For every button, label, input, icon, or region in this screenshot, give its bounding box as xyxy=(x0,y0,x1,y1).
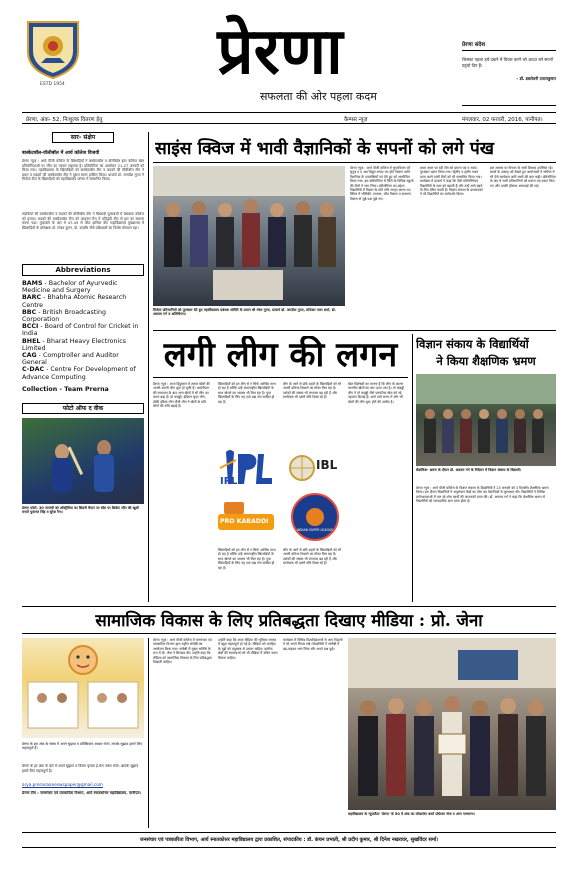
college-logo xyxy=(22,18,84,80)
story4-top-rule xyxy=(22,606,556,607)
isl-logo xyxy=(290,492,340,542)
story1-caption: विजेता प्रतिभागियों को पुरस्कार देते हुए महाविद्यालय प्रबंधक समिति के प्रधान श्री रमेश गुप्ता, प्राचार्य डॉ. जगदीश गुप्ता, प्रोफेसर पवन शर्मा, डॉ. अवतार गर्ग व अतिथिगण। xyxy=(153,308,336,317)
story4-text-col1: प्रेरणा न्यूज़ : आर्य पीजी कॉलेज में जनसंचार एवं पत्रकारिता विभाग द्वारा राष्ट्रीय संगोष्ठी का आयोजन किया गया। संगोष्ठी में मुख्य अतिथि के रूप में प्रो. जेना ने शिरकत की। उन्होंने कहा कि मीडिया को सामाजिक विकास के लिए प्रतिबद्धता दिखानी चाहिए। xyxy=(153,638,212,665)
story1-bottom-rule xyxy=(153,330,556,331)
ibl-logo-text: IBL xyxy=(316,458,338,472)
abbr-item: BBC - British Broadcasting Corporation xyxy=(22,308,106,324)
story3-caption: शैक्षणिक- भ्रमण के दौरान डॉ. अवतार गर्ग के निर्देशन में विज्ञान संकाय के विद्यार्थी। xyxy=(416,468,521,472)
sidebar-divider xyxy=(148,132,149,602)
message-text: जिसका पहला हर्ष दबाने में विचार करने को आदत बने सपनों पहुंचो दिन हैं। xyxy=(462,57,553,68)
story2-rule xyxy=(153,377,408,378)
educational-tour-image xyxy=(416,374,556,466)
story2-text-col3: लीग के आने से छोटे शहरों के खिलाड़ियों को भी अपनी प्रतिभा दिखाने का मौका मिल रहा है। दर्शकों की संख्या भी लगातार बढ़ रही है और प्रायोजक भी इसमें रुचि दिखा रहे हैं। xyxy=(283,382,342,400)
league-logos xyxy=(216,446,346,546)
pro-kabaddi-logo xyxy=(216,496,276,540)
abbr-heading: Abbreviations xyxy=(22,264,144,276)
story4-photo xyxy=(348,638,556,810)
abbr-item: BAMS - Bachelor of Ayurvedic Medicine and Surgery xyxy=(22,280,118,295)
promo-box xyxy=(22,638,144,826)
ipl-logo xyxy=(216,446,276,490)
story2-text-col3b xyxy=(283,548,343,600)
award-ceremony-image xyxy=(153,166,345,306)
photo-of-week xyxy=(22,418,144,504)
contact-text: प्रेरणा के हर अंक के बारे में अपने सुझाव व विचार कृपया ई-मेल जरूर भेजें। आपके सुझाव हमारे लिए महत्वपूर्ण हैं। xyxy=(22,764,139,773)
issue-date: मंगलवार, 02 फरवरी, 2016, पानीपत। xyxy=(462,117,543,123)
logo-caption: ESTD 1954 xyxy=(40,82,65,87)
message-author: - डॉ. डबलेवनी दयालकुमार xyxy=(516,76,556,82)
story2-text-col2: खिलाड़ियों को इन लीग से न सिर्फ आर्थिक लाभ हो रहा है बल्कि उन्हें अंतरराष्ट्रीय खिलाड़ियों के साथ खेलने का अवसर भी मिल रहा है। युवा खिलाड़ियों के लिए यह एक बड़ा मंच साबित हो रहा है। xyxy=(218,382,276,404)
story4-text-col2: उन्होंने कहा कि आज मीडिया की भूमिका समाज में बहुत महत्वपूर्ण हो गई है। मीडिया को जनहित के मुद्दों को प्रमुखता से उठाना चाहिए। ग्रामीण क्षेत्रों की समस्याओं को भी मीडिया में उचित स्थान मिलना चाहिए। xyxy=(218,638,278,660)
story4-headline: सामाजिक विकास के लिए प्रतिबद्धता दिखाए मीडिया : प्रो. जेना xyxy=(95,610,483,630)
saar-heading: सार- संक्षेप xyxy=(52,132,114,143)
story1-text-col2: प्रथम स्थान पर रहीं टीम को प्रमाण पत्र व नकद पुरस्कार प्रदान किया गया। द्वितीय व तृतीय स्थान प्राप्त करने वाली टीमों को भी सम्मानित किया गया। कार्यक्रम में प्राचार्य ने कहा कि ऐसी प्रतियोगिताएं विद्यार्थियों के ज्ञान को बढ़ाती हैं और उन्हें आगे बढ़ने के लिए प्रेरित करती हैं। विज्ञान संकाय के प्राध्यापकों ने भी विद्यार्थियों का मार्गदर्शन किया। xyxy=(420,166,483,197)
abbr-collection: Collection - Team Prerna xyxy=(22,385,109,393)
story2-headline: लगी लीग की लगन xyxy=(163,336,398,374)
story3-headline-1: विज्ञान संकाय के विद्यार्थियों xyxy=(416,337,529,351)
ipl-logo-text: IPL xyxy=(220,476,238,487)
ibl-logo xyxy=(286,446,346,490)
abbr-item: BHEL - Bharat Heavy Electronics Limited xyxy=(22,337,126,352)
children-illustration xyxy=(22,638,144,738)
isl-logo-text: INDIAN SUPER LEAGUE xyxy=(296,528,334,532)
footer-text: जनसंचार एवं पत्रकारिता विभाग, आर्य स्नातकोत्तर महाविद्यालय द्वारा प्रकाशित, संपादकीय : डॉ. कंचन प्रभाती, श्री प्रदीप कुमार, श्री दिनेश नखरावर, सुखविंदर सर्मा। xyxy=(139,837,439,843)
story4-left-divider xyxy=(148,638,149,828)
story2-text-cont-2: खिलाड़ियों को इन लीग से न सिर्फ आर्थिक लाभ हो रहा है बल्कि उन्हें अंतरराष्ट्रीय खिलाड़ियों के साथ खेलने का अवसर भी मिल रहा है। युवा खिलाड़ियों के लिए यह एक बड़ा मंच साबित हो रहा है। xyxy=(218,548,276,570)
footer-bar xyxy=(22,832,556,848)
abbr-item: CAG - Comptroller and Auditor General xyxy=(22,352,119,367)
sidebar xyxy=(22,132,144,602)
newsletter-launch-image xyxy=(348,638,556,810)
story1-text-col3: इस अवसर पर विभाग के सभी शिक्षक उपस्थित रहे। बच्चों के उत्साह को देखते हुए आयोजकों ने भविष्य में भी ऐसे कार्यक्रम जारी रखने की बात कही। प्रतियोगिता के अंत में सभी प्रतिभागियों को प्रमाण पत्र प्रदान किए गए और उनकी हौसला अफजाई की गई। xyxy=(490,166,556,188)
story3-photo xyxy=(416,374,556,466)
story2-text-col4: खेल विशेषज्ञों का मानना है कि लीग के कारण भारतीय खेलों का स्तर ऊपर उठा है। प्रो कबड्डी लीग ने तो कबड्डी जैसे पारंपरिक खेल को नई पहचान दिलाई है। आने वाले समय में और भी खेलों की लीग शुरू होने की उम्मीद है। xyxy=(348,382,404,404)
message-heading: प्रेरणा संदेश xyxy=(462,42,486,48)
story1-text-col1: प्रेरणा न्यूज़ : आर्य पीजी कॉलेज में सुपरविजन कॉ सुपुत्र व ए अब विद्युत लगाए गए होते विज्ञान भावि वैज्ञानिक के उपलब्धियाँ एवं देते हुए को आयोजित किया गया। इस प्रतियोगिता में जिले के विभिन्न स्कूलों की टीमों ने भाग लिया। प्रतियोगिता का उद्देश्य विद्यार्थियों में विज्ञान के प्रति रुचि जागृत करना था। क्विज में भौतिकी, रसायन, जीव विज्ञान व सामान्य विज्ञान से जुड़े प्रश्न पूछे गए। xyxy=(350,166,414,201)
story4-text-col3: कार्यक्रम में विभिन्न विश्वविद्यालयों से आए विद्वानों ने भी अपने विचार रखे। विद्यार्थियों ने संगोष्ठी में बढ़-चढ़कर भाग लिया और अपने प्रश्न पूछे। xyxy=(283,638,343,651)
dateline-bar xyxy=(22,112,556,124)
abbr-item: BARC - Bhabha Atomic Research Centre xyxy=(22,294,127,309)
pro-kabaddi-text: PRO KABADDI xyxy=(220,518,269,525)
college-emblem-icon xyxy=(22,18,84,80)
story2-text-col2b xyxy=(218,548,278,600)
story4-photo-caption: महाविद्यालय के न्यूजलैटर 'प्रेरणा' के 50 वें अंक का लोकार्पण करते प्रोफेसर जेना व अन्य गणमान्य। xyxy=(348,812,475,816)
abbr-item: BCCI - Board of Control for Cricket in India xyxy=(22,323,139,338)
masthead-title: प्रेरणा xyxy=(217,14,343,89)
saar-text-2: लड़कियों की बास्केटबॉल व लड़कों की वॉलीबॉल टीम ने खिलाड़ी मुकाबलों में प्रेसबाक कॉलेज को हराया। लड़कों की बास्केटबॉल टीम को फाइनल मैच में प्रतिद्वंदी टीम से हार का सामना करना पड़ा। मुकाबले के अंत में 47-45 से जीत हासिल की। महाविद्यालय मुख्यालय में खिलाड़ियों के प्रशिक्षक डॉ. संजय दूग्गर, प्रो. दलबीर जैसे प्रशिक्षकों का विशेष योगदान रहा। xyxy=(22,212,144,230)
story2-text-col1: प्रेरणा न्यूज़ : आज हिंदुस्तान में तमाम खेलों की अपनी-अपनी लीग शुरू हो चुकी हैं। आईपीएल की सफलता के बाद अन्य खेलों में भी लीग का चलन बढ़ा है। प्रो कबड्डी, इंडियन सुपर लीग, हॉकी इंडिया लीग जैसी लीग ने खेलों के प्रति लोगों की रुचि बढ़ाई है। xyxy=(153,382,210,409)
promo-caption: प्रेरणा के इस अंक के संबंध में अपने सुझाव व प्रतिक्रियाएं अवश्य भेजें। आपके सुझाव हमारे लिए महत्वपूर्ण हैं। xyxy=(22,742,143,751)
story2-text-cont-3: लीग के आने से छोटे शहरों के खिलाड़ियों को भी अपनी प्रतिभा दिखाने का मौका मिल रहा है। दर्शकों की संख्या भी लगातार बढ़ रही है और प्रायोजक भी इसमें रुचि दिखा रहे हैं। xyxy=(283,548,342,566)
story4-rule xyxy=(22,633,556,634)
story1-rule xyxy=(153,162,556,163)
story1-photo xyxy=(153,166,345,306)
saar-subhead: बास्केटबॉल-वॉलीबॉल में आर्य कॉलेज विजयी xyxy=(22,151,100,156)
photo-week-caption: प्रेरणा फोटो: 30 जनवरी को ऑस्ट्रेलिया का सिडनी मैदान पर बॉल पर क्रिकेट जीत की खुशी मनाते युवराज सिंह व सुरेश रैना। xyxy=(22,505,139,515)
contact-email[interactable]: arya.preranaaneswspaper@gmail.com xyxy=(22,782,103,787)
abbr-list xyxy=(22,280,144,381)
photo-week-heading: फोटो ऑफ द वीक xyxy=(22,403,144,414)
saar-text-1: प्रेरणा न्यूज़ : आर्य पीजी कॉलेज के खिलाड़ियों ने बास्केटबॉल व वॉलीबॉल इंटर कॉलेज खेल प्रतियोगिताओं पर जीत का परचम लहराया है। प्रतियोगिता का आयोजन 21-27 जनवरी को किया गया। महाविद्यालय के खिलाड़ियों को बास्केटबॉल टीम व लड़कों की वॉलीबॉल टीम ने प्रथम व लड़कों की बास्केटबॉल टीम ने दूसरा स्थान हासिल किया। प्राचार्य डॉ. जगदीश गुप्ता ने विजेता टीम के खिलाड़ियों को महाविद्यालय प्रांगण में सम्मानित किया। xyxy=(22,159,144,182)
story3-headline-2: ने किया शैक्षणिक भ्रमण xyxy=(436,354,536,368)
abbr-item: C-DAC - Centre For Development of Advance Computing xyxy=(22,366,136,381)
section-name: कैम्पस न्यूज़ xyxy=(344,117,368,123)
promo-image xyxy=(22,638,144,738)
message-box xyxy=(462,50,556,106)
story2-divider xyxy=(412,334,413,602)
isl-logo-icon xyxy=(290,492,340,542)
masthead-tagline: सफलता की ओर पहला कदम xyxy=(260,90,377,103)
issue-info: प्रेरणा, अंक- 52, निःशुल्क वितरण हेतु xyxy=(26,117,103,123)
story1-headline: साइंस क्विज में भावी वैज्ञानिकों के सपनों को लगे पंख xyxy=(155,139,494,159)
masthead xyxy=(0,0,564,110)
story3-text: प्रेरणा न्यूज़ : आर्य पीजी कॉलेज के विज्ञान संकाय के विद्यार्थियों ने 23 जनवरी को 3 दिवसीय शैक्षणिक भ्रमण किया। इस दौरान विद्यार्थियों ने अनुसंधान केंद्रों का दौरा कर वैज्ञानिकों से मुलाकात की। विद्यार्थियों ने विभिन्न प्रयोगशालाओं में चल रहे शोध कार्यों की जानकारी प्राप्त की। डॉ. अवतार गर्ग ने कहा कि शैक्षणिक भ्रमण से विद्यार्थियों को व्यावहारिक ज्ञान प्राप्त होता है। xyxy=(416,486,549,504)
contact-footer: प्रेरणा टीम : जनसंचार एवं पत्रकारिता विभाग, आर्य स्नातकोत्तर महाविद्यालय, पानीपत। xyxy=(22,791,141,795)
cricket-players-image xyxy=(22,418,144,504)
